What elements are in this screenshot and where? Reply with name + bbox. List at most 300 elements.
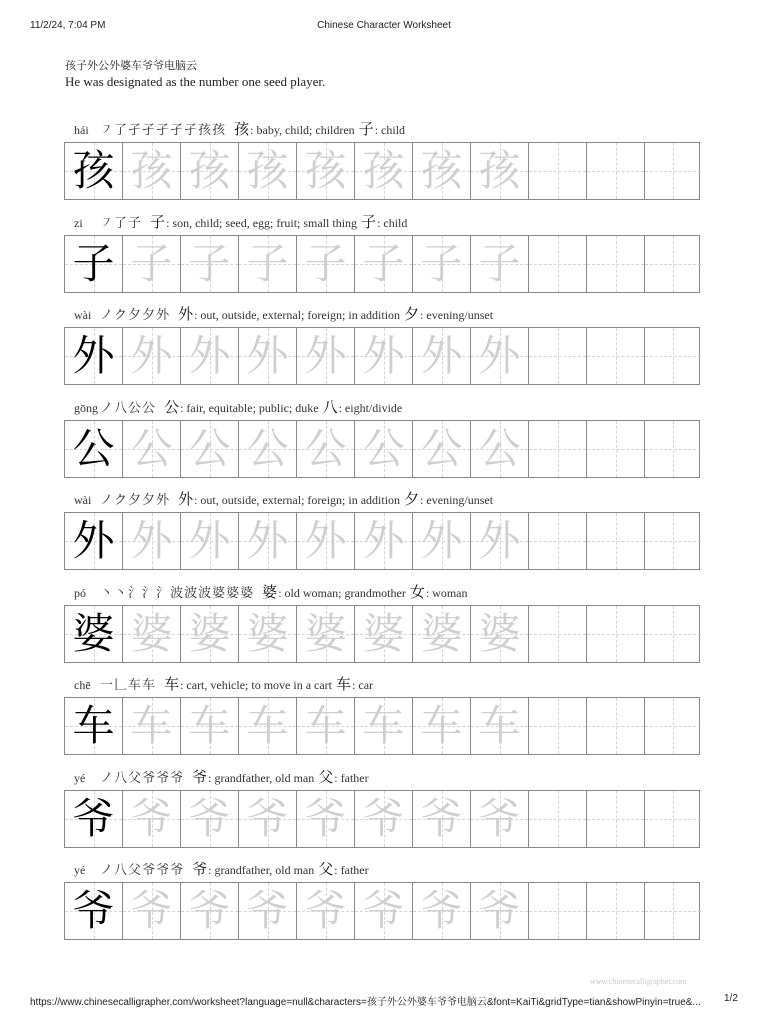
trace-cell bbox=[239, 698, 297, 754]
character: 孩 bbox=[234, 120, 250, 138]
trace-character: 爷 bbox=[362, 886, 405, 935]
practice-grid bbox=[64, 882, 700, 940]
practice-grid bbox=[64, 697, 700, 755]
stroke-step: ㇇ bbox=[100, 216, 114, 231]
stroke-order bbox=[100, 582, 254, 601]
model-cell bbox=[65, 698, 123, 754]
empty-practice-cell bbox=[587, 328, 645, 384]
stroke-step: 爷 bbox=[142, 863, 156, 878]
stroke-order bbox=[100, 397, 156, 416]
radical: 八 bbox=[322, 398, 338, 416]
trace-character: 婆 bbox=[420, 609, 463, 658]
trace-character: 婆 bbox=[188, 609, 231, 658]
site-watermark: www.chinesecalligrapher.com bbox=[590, 977, 687, 986]
stroke-step: 孩 bbox=[198, 123, 212, 138]
trace-cell bbox=[413, 236, 471, 292]
practice-grid bbox=[64, 512, 700, 570]
character-info bbox=[74, 858, 369, 876]
trace-character: 外 bbox=[246, 516, 289, 565]
radical: 夕 bbox=[404, 305, 420, 323]
trace-cell bbox=[181, 513, 239, 569]
character: 公 bbox=[164, 398, 180, 416]
stroke-step: 孑 bbox=[142, 123, 156, 138]
trace-cell bbox=[297, 328, 355, 384]
model-character: 婆 bbox=[72, 609, 115, 658]
empty-practice-cell bbox=[645, 328, 701, 384]
trace-cell bbox=[355, 513, 413, 569]
stroke-step: 公 bbox=[142, 401, 156, 416]
character: 外 bbox=[178, 305, 194, 323]
trace-character: 外 bbox=[246, 331, 289, 380]
stroke-step: 氵 bbox=[156, 586, 170, 601]
trace-cell bbox=[123, 791, 181, 847]
empty-practice-cell bbox=[587, 606, 645, 662]
stroke-step: 车 bbox=[142, 678, 156, 693]
model-character: 外 bbox=[72, 516, 115, 565]
stroke-step: 夕 bbox=[142, 308, 156, 323]
trace-cell bbox=[239, 606, 297, 662]
trace-character: 车 bbox=[188, 701, 231, 750]
stroke-step: 波 bbox=[198, 586, 212, 601]
trace-character: 婆 bbox=[362, 609, 405, 658]
trace-character: 公 bbox=[478, 424, 521, 473]
trace-character: 子 bbox=[130, 239, 173, 288]
stroke-step: 外 bbox=[156, 308, 170, 323]
radical: 子 bbox=[358, 120, 374, 138]
trace-cell bbox=[413, 883, 471, 939]
model-cell bbox=[65, 143, 123, 199]
worksheet-characters: 孩子外公外婆车爷爷电脑云 bbox=[65, 59, 197, 72]
stroke-step: ノ bbox=[100, 308, 114, 323]
empty-practice-cell bbox=[587, 513, 645, 569]
character: 车 bbox=[164, 675, 180, 693]
trace-cell bbox=[413, 328, 471, 384]
stroke-step: 孩 bbox=[212, 123, 226, 138]
stroke-step: ノ bbox=[100, 863, 114, 878]
trace-cell bbox=[471, 883, 529, 939]
trace-character: 爷 bbox=[188, 886, 231, 935]
trace-character: 车 bbox=[420, 701, 463, 750]
radical-meaning: : evening/unset bbox=[420, 493, 494, 507]
trace-character: 孩 bbox=[246, 146, 289, 195]
model-cell bbox=[65, 883, 123, 939]
radical: 父 bbox=[318, 860, 334, 878]
stroke-step: 氵 bbox=[128, 586, 142, 601]
stroke-step: 子 bbox=[128, 216, 142, 231]
trace-character: 外 bbox=[420, 516, 463, 565]
practice-grid bbox=[64, 327, 700, 385]
stroke-step: 夕 bbox=[142, 493, 156, 508]
radical-meaning: : child bbox=[377, 216, 408, 230]
trace-cell bbox=[471, 236, 529, 292]
trace-cell bbox=[239, 328, 297, 384]
character-meaning: : out, outside, external; foreign; in addition bbox=[194, 308, 401, 322]
model-character: 外 bbox=[72, 331, 115, 380]
empty-practice-cell bbox=[529, 236, 587, 292]
trace-character: 爷 bbox=[130, 886, 173, 935]
model-character: 爷 bbox=[72, 886, 115, 935]
character: 外 bbox=[178, 490, 194, 508]
stroke-step: 波 bbox=[184, 586, 198, 601]
trace-character: 外 bbox=[478, 516, 521, 565]
stroke-step: 八 bbox=[114, 863, 128, 878]
stroke-step: 父 bbox=[128, 771, 142, 786]
stroke-step: 外 bbox=[156, 493, 170, 508]
trace-character: 公 bbox=[420, 424, 463, 473]
empty-practice-cell bbox=[529, 606, 587, 662]
character-meaning: : cart, vehicle; to move in a cart bbox=[180, 678, 333, 692]
stroke-step: 孑 bbox=[184, 123, 198, 138]
trace-cell bbox=[471, 421, 529, 477]
stroke-order bbox=[100, 304, 170, 323]
trace-character: 爷 bbox=[188, 794, 231, 843]
pinyin: gōng bbox=[74, 401, 98, 415]
trace-character: 孩 bbox=[420, 146, 463, 195]
model-character: 公 bbox=[72, 424, 115, 473]
empty-practice-cell bbox=[529, 513, 587, 569]
stroke-order bbox=[100, 489, 170, 508]
trace-character: 爷 bbox=[420, 794, 463, 843]
trace-cell bbox=[181, 421, 239, 477]
model-cell bbox=[65, 236, 123, 292]
trace-cell bbox=[355, 791, 413, 847]
stroke-step: ク bbox=[114, 308, 128, 323]
trace-character: 车 bbox=[362, 701, 405, 750]
pinyin: hái bbox=[74, 123, 89, 137]
stroke-order bbox=[100, 119, 226, 138]
radical-meaning: : father bbox=[334, 771, 369, 785]
trace-cell bbox=[123, 143, 181, 199]
empty-practice-cell bbox=[645, 421, 701, 477]
trace-cell bbox=[355, 236, 413, 292]
character-meaning: : son, child; seed, egg; fruit; small thing bbox=[166, 216, 358, 230]
trace-cell bbox=[471, 791, 529, 847]
pinyin: wài bbox=[74, 308, 92, 322]
stroke-order bbox=[100, 859, 184, 878]
empty-practice-cell bbox=[587, 883, 645, 939]
model-cell bbox=[65, 606, 123, 662]
stroke-step: 父 bbox=[128, 863, 142, 878]
stroke-step: 𠃊 bbox=[114, 678, 128, 693]
empty-practice-cell bbox=[587, 698, 645, 754]
trace-character: 婆 bbox=[304, 609, 347, 658]
radical: 夕 bbox=[404, 490, 420, 508]
practice-grid bbox=[64, 420, 700, 478]
trace-character: 外 bbox=[420, 331, 463, 380]
trace-cell bbox=[239, 236, 297, 292]
model-character: 爷 bbox=[72, 794, 115, 843]
empty-practice-cell bbox=[645, 883, 701, 939]
trace-cell bbox=[123, 513, 181, 569]
character-info bbox=[74, 303, 493, 321]
trace-character: 车 bbox=[246, 701, 289, 750]
trace-cell bbox=[413, 606, 471, 662]
practice-grid bbox=[64, 790, 700, 848]
empty-practice-cell bbox=[587, 143, 645, 199]
trace-cell bbox=[181, 883, 239, 939]
empty-practice-cell bbox=[529, 328, 587, 384]
trace-character: 子 bbox=[478, 239, 521, 288]
trace-character: 子 bbox=[304, 239, 347, 288]
pinyin: yé bbox=[74, 771, 86, 785]
empty-practice-cell bbox=[645, 143, 701, 199]
trace-cell bbox=[355, 606, 413, 662]
trace-cell bbox=[239, 143, 297, 199]
trace-character: 爷 bbox=[362, 794, 405, 843]
trace-character: 爷 bbox=[478, 886, 521, 935]
trace-character: 车 bbox=[304, 701, 347, 750]
trace-character: 爷 bbox=[304, 886, 347, 935]
character-meaning: : baby, child; children bbox=[250, 123, 355, 137]
trace-character: 外 bbox=[362, 516, 405, 565]
stroke-step: 孑 bbox=[170, 123, 184, 138]
trace-cell bbox=[123, 883, 181, 939]
empty-practice-cell bbox=[645, 513, 701, 569]
radical: 车 bbox=[336, 675, 352, 693]
trace-cell bbox=[297, 513, 355, 569]
trace-character: 子 bbox=[188, 239, 231, 288]
trace-cell bbox=[355, 421, 413, 477]
model-character: 孩 bbox=[72, 146, 115, 195]
trace-cell bbox=[413, 143, 471, 199]
trace-cell bbox=[471, 143, 529, 199]
trace-character: 公 bbox=[304, 424, 347, 473]
trace-character: 婆 bbox=[130, 609, 173, 658]
trace-character: 外 bbox=[304, 516, 347, 565]
trace-cell bbox=[297, 883, 355, 939]
trace-cell bbox=[123, 698, 181, 754]
trace-cell bbox=[239, 513, 297, 569]
stroke-order bbox=[100, 212, 142, 231]
trace-cell bbox=[123, 236, 181, 292]
trace-character: 外 bbox=[188, 516, 231, 565]
radical: 女 bbox=[409, 583, 425, 601]
example-sentence: He was designated as the number one seed player. bbox=[65, 74, 326, 89]
radical-meaning: : child bbox=[374, 123, 406, 137]
stroke-step: ノ bbox=[100, 401, 114, 416]
practice-grid bbox=[64, 142, 700, 200]
trace-cell bbox=[297, 236, 355, 292]
trace-character: 外 bbox=[130, 516, 173, 565]
trace-character: 子 bbox=[362, 239, 405, 288]
pinyin: zi bbox=[74, 216, 83, 230]
stroke-step: 爷 bbox=[156, 771, 170, 786]
trace-character: 公 bbox=[362, 424, 405, 473]
character-info bbox=[74, 118, 405, 136]
character-meaning: : out, outside, external; foreign; in addition bbox=[194, 493, 401, 507]
empty-practice-cell bbox=[587, 236, 645, 292]
empty-practice-cell bbox=[645, 791, 701, 847]
page-number: 1/2 bbox=[724, 993, 738, 1004]
empty-practice-cell bbox=[587, 791, 645, 847]
page-title: Chinese Character Worksheet bbox=[317, 20, 451, 31]
trace-cell bbox=[297, 698, 355, 754]
stroke-step: ノ bbox=[100, 771, 114, 786]
stroke-step: 氵 bbox=[142, 586, 156, 601]
trace-cell bbox=[413, 421, 471, 477]
model-cell bbox=[65, 421, 123, 477]
trace-character: 爷 bbox=[420, 886, 463, 935]
trace-cell bbox=[181, 698, 239, 754]
radical: 子 bbox=[361, 213, 377, 231]
trace-cell bbox=[413, 513, 471, 569]
trace-cell bbox=[181, 606, 239, 662]
trace-character: 孩 bbox=[304, 146, 347, 195]
character: 爷 bbox=[192, 768, 208, 786]
trace-cell bbox=[471, 513, 529, 569]
trace-cell bbox=[297, 143, 355, 199]
trace-cell bbox=[471, 328, 529, 384]
trace-cell bbox=[355, 883, 413, 939]
character-info bbox=[74, 581, 468, 599]
empty-practice-cell bbox=[529, 791, 587, 847]
character: 子 bbox=[150, 213, 166, 231]
stroke-step: 婆 bbox=[212, 586, 226, 601]
character-info bbox=[74, 211, 407, 229]
trace-cell bbox=[181, 236, 239, 292]
trace-character: 爷 bbox=[130, 794, 173, 843]
trace-character: 孩 bbox=[478, 146, 521, 195]
practice-grid bbox=[64, 605, 700, 663]
trace-character: 公 bbox=[130, 424, 173, 473]
stroke-step: 婆 bbox=[226, 586, 240, 601]
stroke-step: 一 bbox=[100, 678, 114, 693]
trace-character: 婆 bbox=[478, 609, 521, 658]
stroke-step: 爷 bbox=[170, 771, 184, 786]
radical-meaning: : evening/unset bbox=[420, 308, 494, 322]
stroke-step: 车 bbox=[128, 678, 142, 693]
trace-character: 爷 bbox=[478, 794, 521, 843]
trace-character: 外 bbox=[130, 331, 173, 380]
trace-character: 公 bbox=[188, 424, 231, 473]
radical-meaning: : woman bbox=[425, 586, 468, 600]
trace-cell bbox=[471, 698, 529, 754]
stroke-step: 夕 bbox=[128, 493, 142, 508]
empty-practice-cell bbox=[587, 421, 645, 477]
stroke-step: 了 bbox=[114, 123, 128, 138]
character-info bbox=[74, 766, 369, 784]
stroke-step: 八 bbox=[114, 771, 128, 786]
model-cell bbox=[65, 791, 123, 847]
character-meaning: : grandfather, old man bbox=[208, 771, 315, 785]
trace-character: 子 bbox=[420, 239, 463, 288]
empty-practice-cell bbox=[645, 698, 701, 754]
trace-character: 车 bbox=[478, 701, 521, 750]
pinyin: chē bbox=[74, 678, 91, 692]
trace-cell bbox=[239, 883, 297, 939]
trace-character: 外 bbox=[362, 331, 405, 380]
stroke-step: ク bbox=[114, 493, 128, 508]
trace-cell bbox=[355, 143, 413, 199]
character-meaning: : grandfather, old man bbox=[208, 863, 315, 877]
trace-cell bbox=[355, 698, 413, 754]
character: 婆 bbox=[262, 583, 278, 601]
stroke-step: 夕 bbox=[128, 308, 142, 323]
trace-character: 爷 bbox=[304, 794, 347, 843]
empty-practice-cell bbox=[529, 143, 587, 199]
empty-practice-cell bbox=[529, 421, 587, 477]
character-info bbox=[74, 488, 493, 506]
empty-practice-cell bbox=[529, 883, 587, 939]
empty-practice-cell bbox=[645, 236, 701, 292]
stroke-step: 八 bbox=[114, 401, 128, 416]
stroke-step: 婆 bbox=[240, 586, 254, 601]
stroke-step: 公 bbox=[128, 401, 142, 416]
radical-meaning: : car bbox=[352, 678, 374, 692]
radical-meaning: : father bbox=[334, 863, 369, 877]
stroke-step: ㇇ bbox=[100, 123, 114, 138]
model-character: 车 bbox=[72, 701, 115, 750]
trace-cell bbox=[471, 606, 529, 662]
stroke-order bbox=[100, 767, 184, 786]
trace-cell bbox=[297, 791, 355, 847]
character: 爷 bbox=[192, 860, 208, 878]
trace-cell bbox=[123, 421, 181, 477]
pinyin: pó bbox=[74, 586, 86, 600]
print-datetime: 11/2/24, 7:04 PM bbox=[30, 20, 106, 31]
trace-cell bbox=[123, 606, 181, 662]
trace-cell bbox=[181, 143, 239, 199]
stroke-step: 丶 bbox=[100, 586, 114, 601]
stroke-order bbox=[100, 674, 156, 693]
empty-practice-cell bbox=[645, 606, 701, 662]
stroke-step: 孑 bbox=[156, 123, 170, 138]
trace-cell bbox=[123, 328, 181, 384]
trace-character: 车 bbox=[130, 701, 173, 750]
model-cell bbox=[65, 513, 123, 569]
trace-cell bbox=[413, 698, 471, 754]
empty-practice-cell bbox=[529, 698, 587, 754]
trace-character: 爷 bbox=[246, 794, 289, 843]
practice-grid bbox=[64, 235, 700, 293]
print-url: https://www.chinesecalligrapher.com/worksheet?language=null&characters=孩子外公外婆车爷爷电脑云&font=KaiTi&gridType=tian&showPinyin=true&... bbox=[30, 997, 701, 1008]
stroke-step: 爷 bbox=[156, 863, 170, 878]
stroke-step: 爷 bbox=[142, 771, 156, 786]
stroke-step: 爷 bbox=[170, 863, 184, 878]
trace-character: 婆 bbox=[246, 609, 289, 658]
character-meaning: : old woman; grandmother bbox=[278, 586, 406, 600]
pinyin: yé bbox=[74, 863, 86, 877]
trace-cell bbox=[239, 421, 297, 477]
trace-cell bbox=[297, 606, 355, 662]
stroke-step: 了 bbox=[114, 216, 128, 231]
trace-character: 爷 bbox=[246, 886, 289, 935]
stroke-step: 孑 bbox=[128, 123, 142, 138]
radical: 父 bbox=[318, 768, 334, 786]
trace-character: 公 bbox=[246, 424, 289, 473]
trace-character: 外 bbox=[478, 331, 521, 380]
trace-cell bbox=[181, 791, 239, 847]
stroke-step: ノ bbox=[100, 493, 114, 508]
character-info bbox=[74, 396, 402, 414]
trace-character: 子 bbox=[246, 239, 289, 288]
trace-character: 孩 bbox=[362, 146, 405, 195]
model-character: 子 bbox=[72, 239, 115, 288]
trace-cell bbox=[239, 791, 297, 847]
stroke-step: 波 bbox=[170, 586, 184, 601]
trace-cell bbox=[413, 791, 471, 847]
trace-character: 孩 bbox=[188, 146, 231, 195]
character-info bbox=[74, 673, 373, 691]
stroke-step: 丶 bbox=[114, 586, 128, 601]
trace-cell bbox=[297, 421, 355, 477]
trace-character: 孩 bbox=[130, 146, 173, 195]
trace-cell bbox=[355, 328, 413, 384]
trace-character: 外 bbox=[188, 331, 231, 380]
radical-meaning: : eight/divide bbox=[338, 401, 403, 415]
character-meaning: : fair, equitable; public; duke bbox=[180, 401, 319, 415]
model-cell bbox=[65, 328, 123, 384]
